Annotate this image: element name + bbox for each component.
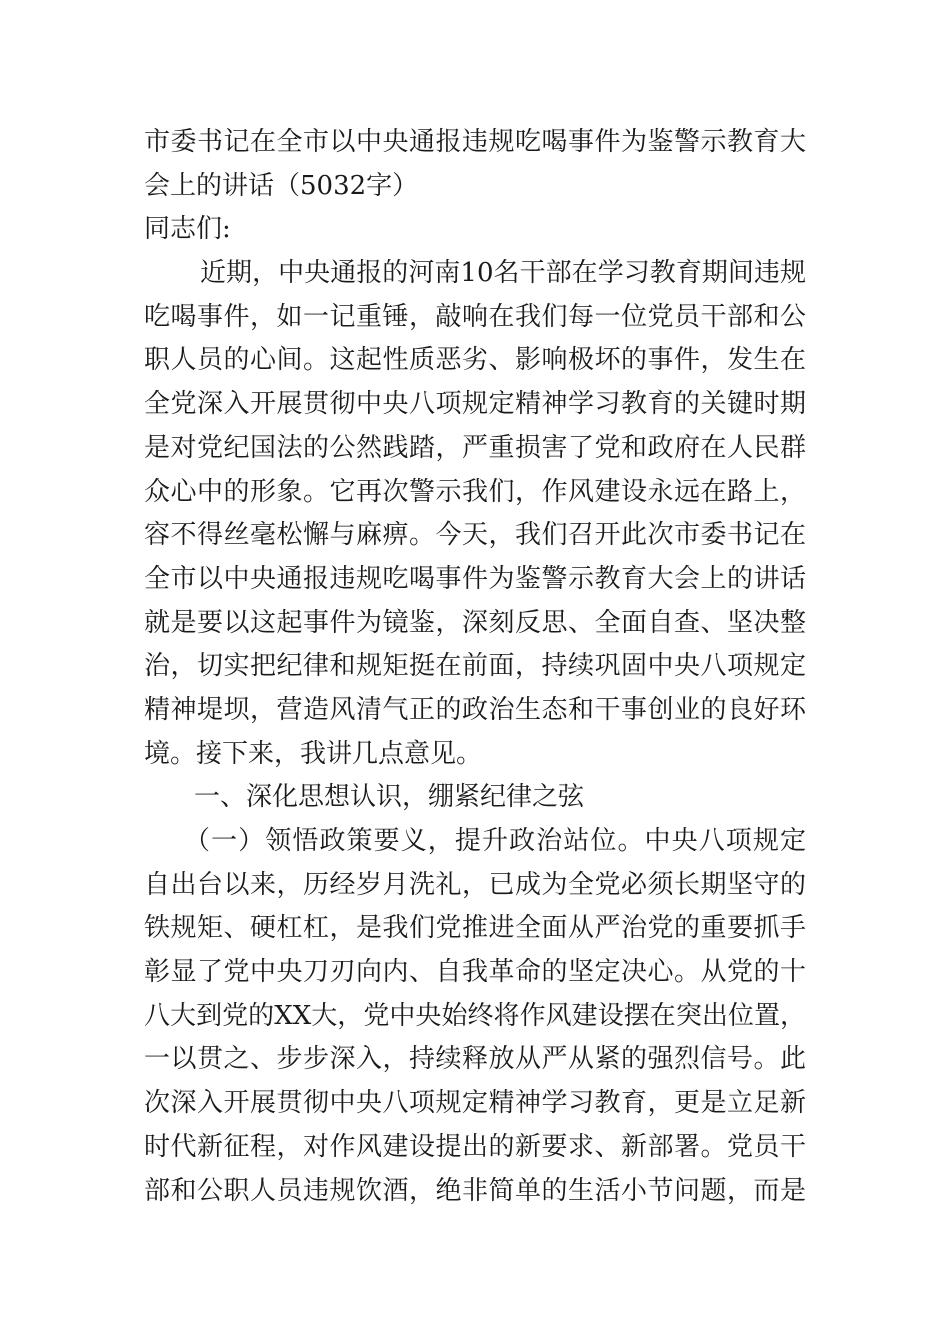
paragraph-line: 众心中的形象。它再次警示我们，作风建设永远在路上，: [144, 476, 806, 507]
paragraph-line: 就是要以这起事件为镜鉴，深刻反思、全面自查、坚决整: [144, 607, 806, 638]
paragraph-line: 一以贯之、步步深入，持续释放从严从紧的强烈信号。此: [144, 1044, 806, 1075]
document-body: [144, 121, 806, 1213]
paragraph-line: 境。接下来，我讲几点意见。: [144, 738, 483, 769]
paragraph-line: 自出台以来，历经岁月洗礼，已成为全党必须长期坚守的: [144, 869, 806, 900]
title-line-1: 市委书记在全市以中央通报违规吃喝事件为鉴警示教育大: [144, 127, 806, 157]
paragraph-line: 是对党纪国法的公然践踏，严重损害了党和政府在人民群: [144, 432, 806, 463]
paragraph-line: 容不得丝毫松懈与麻痹。今天，我们召开此次市委书记在: [144, 520, 806, 551]
paragraph-line: 全市以中央通报违规吃喝事件为鉴警示教育大会上的讲话: [144, 563, 806, 594]
paragraph-line: 精神堤坝，营造风清气正的政治生态和干事创业的良好环: [144, 694, 806, 725]
paragraph-line: 部和公职人员违规饮酒，绝非简单的生活小节问题，而是: [144, 1175, 806, 1206]
paragraph-line: 铁规矩、硬杠杠，是我们党推进全面从严治党的重要抓手: [144, 913, 806, 944]
paragraph-line: 吃喝事件，如一记重锤，敲响在我们每一位党员干部和公: [144, 301, 806, 332]
paragraph-line: 职人员的心间。这起性质恶劣、影响极坏的事件，发生在: [144, 345, 806, 376]
salutation: 同志们:: [144, 214, 231, 245]
section-heading: 一、深化思想认识，绷紧纪律之弦: [194, 782, 585, 813]
paragraph-line: 全党深入开展贯彻中央八项规定精神学习教育的关键时期: [144, 389, 806, 420]
title-line-2: 会上的讲话（5032字）: [144, 170, 419, 201]
paragraph-line: 八大到党的XX大，党中央始终将作风建设摆在突出位置，: [144, 1000, 806, 1031]
paragraph-line: 治，切实把纪律和规矩挺在前面，持续巩固中央八项规定: [144, 651, 806, 682]
paragraph-line: 近期，中央通报的河南10名干部在学习教育期间违规: [200, 258, 806, 289]
paragraph-line: 时代新征程，对作风建设提出的新要求、新部署。党员干: [144, 1131, 806, 1162]
paragraph-line: 彰显了党中央刀刃向内、自我革命的坚定决心。从党的十: [144, 957, 806, 988]
paragraph-line: （一）领悟政策要义，提升政治站位。中央八项规定: [184, 826, 806, 856]
paragraph-line: 次深入开展贯彻中央八项规定精神学习教育，更是立足新: [144, 1088, 806, 1119]
